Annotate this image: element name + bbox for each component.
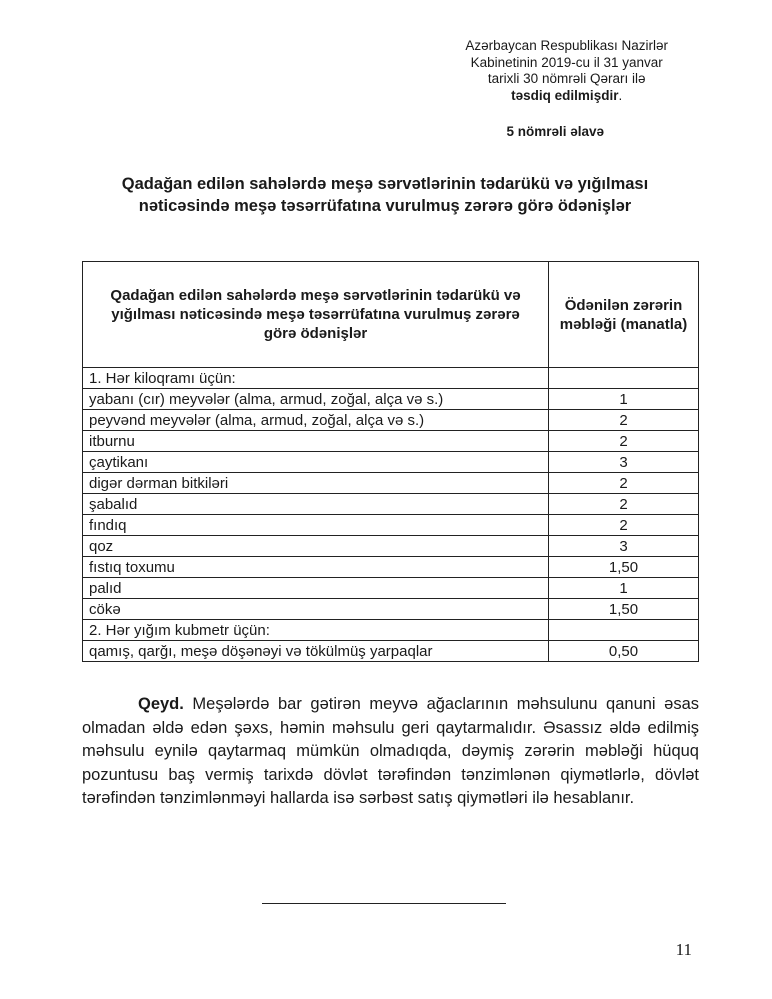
header-line-1: Azərbaycan Respublikası Nazirlər: [465, 38, 668, 53]
row-name: peyvənd meyvələr (alma, armud, zoğal, alça və s.): [83, 410, 549, 431]
row-amount: 1: [549, 578, 699, 599]
row-name: palıd: [83, 578, 549, 599]
row-amount: 1: [549, 389, 699, 410]
table-row: [83, 641, 699, 662]
row-amount: 2: [549, 431, 699, 452]
table-body: [83, 368, 699, 662]
approval-header: [465, 38, 668, 104]
note-paragraph: [82, 693, 699, 811]
column-header-amount: Ödənilən zərərin məbləği (manatla): [549, 262, 699, 368]
table-row: [83, 473, 699, 494]
table-row: [83, 389, 699, 410]
document-title: Qadağan edilən sahələrdə meşə sərvətlərinin tədarükü və yığılması nəticəsində meşə təsərrüfatına vurulmuş zərərə görə ödənişlər: [121, 175, 649, 215]
table-row: [83, 578, 699, 599]
table-row: [83, 431, 699, 452]
row-name: 1. Hər kiloqramı üçün:: [83, 368, 549, 389]
row-name: çaytikanı: [83, 452, 549, 473]
table-row: [83, 599, 699, 620]
row-amount: 1,50: [549, 599, 699, 620]
row-name: qamış, qarğı, meşə döşənəyi və tökülmüş yarpaqlar: [83, 641, 549, 662]
approved-suffix: .: [618, 87, 623, 103]
row-name: digər dərman bitkiləri: [83, 473, 549, 494]
row-name: yabanı (cır) meyvələr (alma, armud, zoğal, alça və s.): [83, 389, 549, 410]
annex-label: 5 nömrəli əlavə: [506, 124, 604, 139]
row-amount: 1,50: [549, 557, 699, 578]
table-row: [83, 515, 699, 536]
row-amount: 0,50: [549, 641, 699, 662]
row-name: fıstıq toxumu: [83, 557, 549, 578]
row-name: fındıq: [83, 515, 549, 536]
approved-text: təsdiq edilmişdir: [511, 87, 619, 103]
table-row: [83, 536, 699, 557]
note-label: Qeyd.: [138, 695, 184, 713]
row-amount: [549, 368, 699, 389]
row-amount: 2: [549, 410, 699, 431]
table-header-row: [83, 262, 699, 368]
table-row: [83, 410, 699, 431]
row-name: qoz: [83, 536, 549, 557]
table-row: [83, 452, 699, 473]
row-amount: 3: [549, 536, 699, 557]
page-number: 11: [675, 940, 692, 959]
table-row: [83, 557, 699, 578]
column-header-description: Qadağan edilən sahələrdə meşə sərvətlərinin tədarükü və yığılması nəticəsində meşə təsərrüfatına vurulmuş zərərə görə ödənişlər: [83, 262, 549, 368]
row-amount: 2: [549, 494, 699, 515]
separator-line: [262, 903, 506, 904]
note-text: Meşələrdə bar gətirən meyvə ağaclarının məhsulunu qanuni əsas olmadan əldə edən şəxs, həmin məhsulu geri qaytarmalıdır. Əsassız əldə edilmiş məhsulu eynilə qaytarmaq mümkün olmadıqda, dəymiş zərərin məbləği hüquq pozuntusu baş vermiş tarixdə dövlət tərəfindən tənzimlənən qiymətlərlə, dövlət tərəfindən tənzimlənməyi hallarda isə sərbəst satış qiymətləri ilə hesablanır.: [82, 695, 699, 807]
table-row: [83, 620, 699, 641]
header-line-4: [465, 88, 668, 105]
header-line-3: tarixli 30 nömrəli Qərarı ilə: [487, 71, 646, 86]
row-amount: [549, 620, 699, 641]
fees-table: [82, 261, 699, 662]
table-row: [83, 368, 699, 389]
row-amount: 3: [549, 452, 699, 473]
header-line-2: Kabinetinin 2019-cu il 31 yanvar: [470, 54, 663, 70]
table-row: [83, 494, 699, 515]
row-name: 2. Hər yığım kubmetr üçün:: [83, 620, 549, 641]
row-amount: 2: [549, 515, 699, 536]
row-amount: 2: [549, 473, 699, 494]
row-name: şabalıd: [83, 494, 549, 515]
row-name: itburnu: [83, 431, 549, 452]
row-name: cökə: [83, 599, 549, 620]
